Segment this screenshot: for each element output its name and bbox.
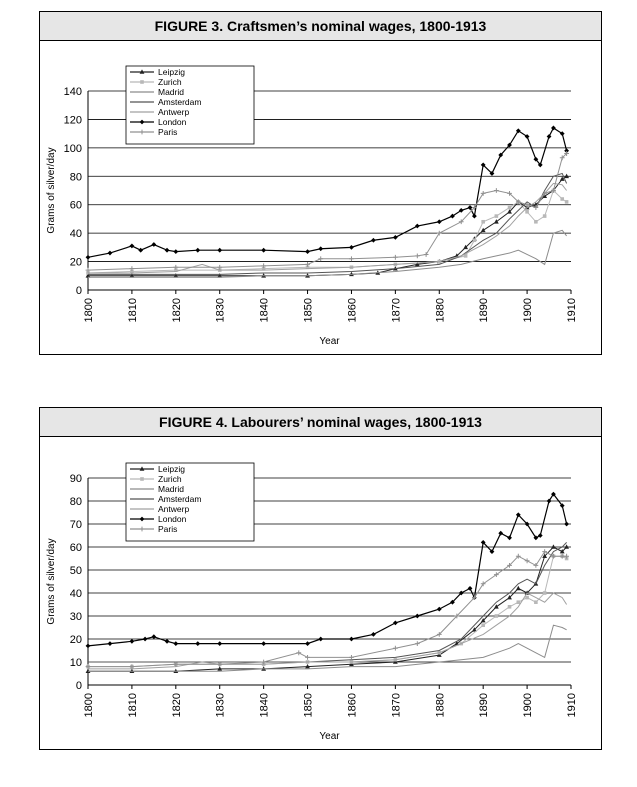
fig3-point-london — [165, 248, 170, 253]
fig3-ytick-label: 80 — [69, 171, 82, 184]
figure-3-title: FIGURE 3. Craftsmen’s nominal wages, 1800-1913 — [40, 12, 601, 41]
fig3-xtick-label: 1840 — [258, 298, 271, 323]
fig3-point-london — [547, 134, 552, 139]
fig3-xtick-label: 1880 — [434, 298, 447, 323]
fig3-x-axis-label: Year — [319, 336, 340, 347]
fig4-point-paris — [525, 558, 530, 563]
fig3-ytick-label: 140 — [63, 86, 82, 98]
fig4-point-london — [507, 535, 512, 540]
fig4-point-leipzig — [516, 586, 521, 590]
figure-3-chart — [40, 41, 601, 355]
fig4-series-amsterdam — [88, 542, 567, 662]
fig4-x-axis-label: Year — [319, 731, 340, 742]
fig4-xtick-label: 1880 — [434, 693, 447, 718]
fig3-point-paris — [318, 256, 323, 261]
fig4-series-madrid — [88, 625, 567, 671]
fig3-point-zurich — [534, 220, 538, 224]
fig4-legend-label-antwerp: Antwerp — [158, 504, 190, 514]
fig4-y-axis-label: Grams of silver/day — [46, 538, 57, 625]
fig4-ytick-label: 70 — [69, 519, 82, 531]
fig4-ytick-label: 30 — [69, 611, 82, 623]
fig4-xtick-label: 1840 — [258, 693, 271, 718]
fig4-point-zurich — [508, 605, 512, 609]
fig3-point-zurich — [495, 214, 499, 218]
fig3-legend-label-london: London — [158, 117, 187, 127]
fig3-xtick-label: 1910 — [566, 298, 578, 323]
fig3-ytick-label: 40 — [69, 228, 82, 241]
fig3-legend-label-leipzig: Leipzig — [158, 67, 185, 77]
fig4-point-leipzig — [494, 604, 499, 608]
fig3-point-london — [195, 248, 200, 253]
fig3-legend-label-zurich: Zurich — [158, 77, 182, 87]
fig4-point-london — [130, 639, 135, 644]
fig3-point-london — [130, 244, 135, 249]
fig4-point-paris — [349, 655, 354, 660]
fig4-xtick-label: 1810 — [126, 693, 139, 718]
fig4-xtick-label: 1820 — [170, 693, 183, 718]
fig4-xtick-label: 1800 — [83, 693, 95, 718]
fig4-point-london — [195, 641, 200, 646]
fig4-point-zurich — [543, 591, 547, 595]
fig4-point-london — [371, 632, 376, 637]
fig3-y-axis-label: Grams of silver/day — [46, 147, 57, 234]
fig3-point-paris — [349, 256, 354, 261]
fig3-point-london — [318, 246, 323, 251]
fig3-point-zurich — [565, 200, 569, 204]
fig4-point-london — [165, 639, 170, 644]
fig4-point-paris — [296, 650, 301, 655]
fig4-series-zurich — [86, 554, 568, 668]
fig3-xtick-label: 1810 — [126, 298, 139, 323]
fig4-point-zurich — [481, 623, 485, 627]
fig4-point-london — [217, 641, 222, 646]
fig3-legend-label-paris: Paris — [158, 127, 178, 137]
fig3-point-leipzig — [481, 228, 486, 232]
fig3-point-london — [472, 214, 477, 219]
fig4-xtick-label: 1830 — [214, 693, 227, 718]
fig4-point-zurich — [534, 600, 538, 604]
fig3-legend — [126, 66, 254, 144]
fig4-legend-label-london: London — [158, 514, 187, 524]
fig3-point-paris — [415, 253, 420, 258]
fig3-point-london — [217, 248, 222, 253]
fig4-ytick-label: 10 — [69, 657, 82, 669]
fig4-point-london — [468, 586, 473, 591]
fig4-legend-label-leipzig: Leipzig — [158, 464, 185, 474]
fig3-point-leipzig — [564, 174, 569, 178]
fig4-point-london — [173, 641, 178, 646]
fig4-ytick-label: 60 — [69, 542, 82, 554]
fig3-xtick-label: 1860 — [346, 298, 359, 323]
fig4-legend — [126, 463, 254, 541]
fig3-point-london — [349, 245, 354, 250]
fig4-xtick-label: 1890 — [478, 693, 491, 718]
fig4-ytick-label: 40 — [69, 588, 82, 600]
fig3-ytick-label: 120 — [63, 114, 82, 127]
fig3-xtick-label: 1850 — [302, 298, 315, 323]
fig4-point-london — [86, 644, 91, 649]
fig3-point-zurich — [473, 238, 477, 242]
fig3-legend-label-madrid: Madrid — [158, 87, 184, 97]
fig4-legend-label-zurich: Zurich — [158, 474, 182, 484]
fig4-point-paris — [305, 655, 310, 660]
fig4-point-zurich — [525, 596, 529, 600]
fig3-series-antwerp — [88, 183, 567, 273]
fig4-point-london — [393, 621, 398, 626]
fig4-point-london — [498, 531, 503, 536]
fig3-point-london — [261, 248, 266, 253]
fig4-line-amsterdam — [88, 542, 567, 662]
fig4-point-paris — [415, 641, 420, 646]
fig3-point-london — [393, 235, 398, 240]
fig3-ytick-label: 100 — [63, 142, 82, 155]
fig3-legend-marker-zurich — [140, 80, 144, 84]
fig4-point-london — [564, 522, 569, 527]
fig3-point-london — [305, 249, 310, 254]
fig4-xtick-label: 1900 — [522, 693, 535, 718]
fig4-point-london — [538, 533, 543, 538]
fig4-point-london — [305, 641, 310, 646]
fig4-legend-marker-zurich — [140, 477, 144, 481]
fig4-point-london — [415, 614, 420, 619]
fig4-point-paris — [393, 646, 398, 651]
fig4-xtick-label: 1910 — [566, 693, 578, 718]
fig3-point-zurich — [560, 197, 564, 201]
fig4-point-london — [143, 637, 148, 642]
fig3-point-paris — [437, 231, 442, 236]
fig3-ytick-label: 60 — [69, 199, 82, 212]
fig3-series-paris — [86, 151, 569, 272]
fig4-ytick-label: 20 — [69, 634, 82, 646]
fig4-point-leipzig — [551, 544, 556, 548]
fig3-point-leipzig — [494, 219, 499, 223]
fig3-xtick-label: 1890 — [478, 298, 491, 323]
fig4-xtick-label: 1870 — [390, 693, 403, 718]
fig3-line-zurich — [88, 191, 567, 273]
fig4-point-london — [151, 634, 156, 639]
fig4-point-paris — [533, 563, 538, 568]
fig4-point-zurich — [517, 600, 521, 604]
fig3-point-zurich — [481, 220, 485, 224]
fig3-xtick-label: 1870 — [390, 298, 403, 323]
fig3-point-london — [468, 205, 473, 210]
figure-4-chart — [40, 437, 601, 750]
fig4-legend-label-amsterdam: Amsterdam — [158, 494, 202, 504]
fig4-point-london — [318, 637, 323, 642]
fig3-point-paris — [393, 255, 398, 260]
fig3-point-london — [108, 251, 113, 256]
fig4-point-london — [108, 641, 113, 646]
fig4-point-paris — [542, 549, 547, 554]
fig3-point-london — [86, 255, 91, 260]
fig3-point-london — [138, 248, 143, 253]
fig3-point-zurich — [543, 214, 547, 218]
fig4-line-madrid — [88, 625, 567, 671]
fig3-xtick-label: 1800 — [83, 298, 95, 323]
fig3-point-zurich — [508, 206, 512, 210]
fig3-point-paris — [424, 252, 429, 257]
fig4-series-leipzig — [86, 544, 569, 673]
fig3-line-paris — [88, 154, 567, 271]
figure-4-title: FIGURE 4. Labourers’ nominal wages, 1800-1913 — [40, 408, 601, 437]
fig4-legend-label-madrid: Madrid — [158, 484, 184, 494]
fig3-legend-label-antwerp: Antwerp — [158, 107, 190, 117]
fig4-point-leipzig — [564, 544, 569, 548]
figure-3-panel — [39, 11, 602, 355]
fig4-ytick-label: 80 — [69, 496, 82, 508]
fig4-line-zurich — [88, 556, 567, 666]
fig3-point-zurich — [525, 210, 529, 214]
fig3-point-paris — [494, 188, 499, 193]
fig3-point-london — [437, 219, 442, 224]
fig3-legend-label-amsterdam: Amsterdam — [158, 97, 202, 107]
fig4-series-paris — [86, 549, 569, 669]
fig4-ytick-label: 90 — [69, 473, 82, 485]
fig3-xtick-label: 1830 — [214, 298, 227, 323]
fig3-point-london — [173, 249, 178, 254]
fig3-point-paris — [481, 191, 486, 196]
fig4-legend-label-paris: Paris — [158, 524, 178, 534]
fig3-ytick-label: 0 — [75, 285, 82, 297]
fig4-line-leipzig — [88, 547, 567, 671]
fig4-point-zurich — [495, 614, 499, 618]
fig3-xtick-label: 1820 — [170, 298, 183, 323]
fig3-point-london — [371, 238, 376, 243]
figure-4-panel — [39, 407, 602, 750]
fig3-point-london — [415, 224, 420, 229]
fig4-xtick-label: 1850 — [302, 693, 315, 718]
fig3-xtick-label: 1900 — [522, 298, 535, 323]
fig4-point-london — [437, 607, 442, 612]
fig3-point-london — [151, 242, 156, 247]
fig3-line-antwerp — [88, 183, 567, 273]
fig3-ytick-label: 20 — [69, 256, 82, 269]
fig4-ytick-label: 0 — [75, 680, 82, 692]
fig4-ytick-label: 50 — [69, 565, 82, 577]
fig4-point-london — [261, 641, 266, 646]
fig3-line-london — [88, 128, 567, 257]
fig4-xtick-label: 1860 — [346, 693, 359, 718]
fig4-point-london — [349, 637, 354, 642]
